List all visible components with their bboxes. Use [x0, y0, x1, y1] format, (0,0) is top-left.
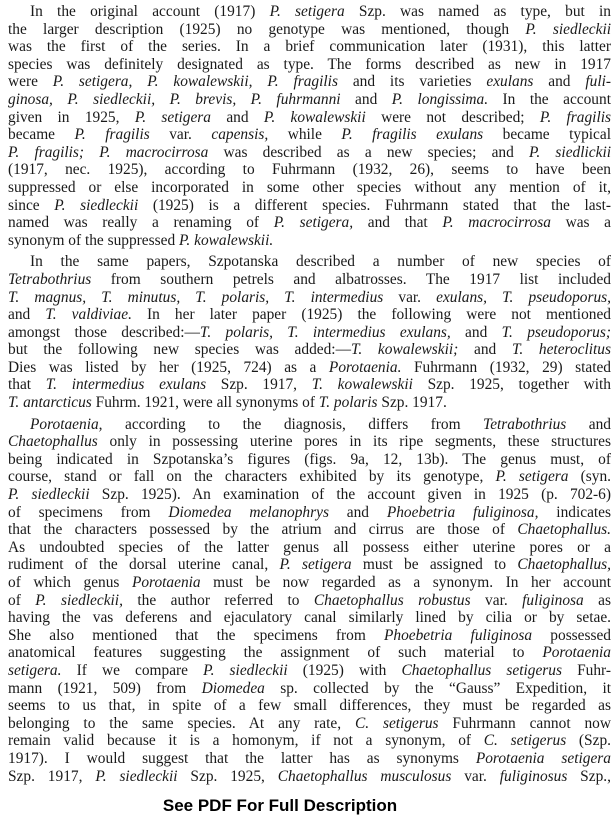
text: suppressed or else incorporated in some other species without any mention of it, — [8, 178, 611, 196]
text: Fuhr- — [561, 661, 611, 679]
italic-text: Porotaenia — [131, 574, 201, 591]
text: As undoubted species of the latter genus all possess either uterine pores or a — [8, 538, 611, 556]
text: (syn. — [568, 468, 612, 486]
text: became typical — [483, 126, 611, 144]
text-line — [8, 232, 611, 250]
italic-text: T. heteroclitus — [511, 341, 611, 359]
text: and — [450, 323, 502, 341]
text: var. — [470, 591, 523, 609]
text: and — [328, 503, 387, 521]
italic-text: Diomedea — [201, 679, 265, 697]
italic-text: P. siedleckii — [525, 20, 611, 38]
italic-text: P. setigera, P. kowalewskii, P. fragilis — [52, 73, 338, 91]
text: Szp. was named as type, but in — [344, 3, 611, 20]
text: and — [566, 415, 611, 433]
paragraph — [8, 3, 611, 249]
italic-text: P. siedleckii — [203, 661, 288, 679]
text-line — [8, 504, 611, 522]
text-line — [8, 433, 611, 451]
text: var. — [149, 126, 212, 144]
text: Szp. 1917, — [206, 376, 312, 394]
italic-text: fuliginosa — [522, 591, 584, 609]
paragraph — [8, 416, 611, 785]
text-line — [8, 161, 611, 179]
text: remain valid because it is a homonym, if not a synonym, of — [8, 732, 484, 750]
italic-text: setigera. — [8, 661, 62, 679]
text: must be now regarded as a synonym. In her account — [200, 574, 611, 591]
italic-text: P. longissima. — [391, 90, 489, 108]
text: (1925) is a different species. Fuhrmann stated that the last- — [138, 196, 611, 214]
text: and its varieties — [337, 73, 487, 91]
italic-text: P. fragilis — [74, 126, 150, 144]
text-line — [8, 341, 611, 359]
italic-text: P. setigera — [269, 3, 345, 20]
text: indicates — [538, 503, 611, 521]
text: She also mentioned that the specimens from — [8, 626, 384, 644]
text: possessed — [532, 626, 612, 644]
text-line — [8, 416, 611, 434]
text: from southern petrels and albatrosses. The 1917 list included — [91, 270, 611, 288]
italic-text: Chaetophallus musculosus — [277, 767, 452, 785]
text: the author referred to — [122, 591, 314, 609]
text: Szp. 1917, — [8, 767, 96, 785]
text-line — [8, 144, 611, 162]
italic-text: P. setigera, — [273, 214, 354, 232]
italic-text: Chaetophallus robustus — [313, 591, 471, 609]
text: and — [458, 341, 512, 359]
text: and — [340, 90, 392, 108]
text-line — [8, 680, 611, 698]
text-line — [8, 271, 611, 289]
text: and — [533, 73, 586, 91]
text: while — [268, 126, 342, 144]
text: Szp., — [567, 767, 611, 785]
text: must be assigned to — [351, 556, 518, 574]
text-line — [8, 253, 611, 271]
text: of specimens from — [8, 503, 169, 521]
italic-text: P. setigera — [134, 108, 211, 126]
text-line — [8, 627, 611, 645]
text: and — [8, 306, 46, 324]
italic-text: P. fragilis — [539, 108, 611, 126]
text: Szp. 1917. — [377, 394, 447, 412]
text-line — [8, 56, 611, 74]
text: 1917). I would suggest that the latter has as synonyms — [8, 749, 476, 767]
text: (1925) with — [287, 661, 402, 679]
text-line — [8, 697, 611, 715]
text: were not described; — [365, 108, 540, 126]
italic-text: T. polaris, T. intermedius exulans, — [199, 323, 451, 341]
italic-text: capensis, — [211, 126, 269, 144]
italic-text: C. setigerus — [483, 732, 567, 750]
text-line — [8, 324, 611, 342]
text-line — [8, 644, 611, 662]
text: anatomical features suggesting the assignment of such material to — [8, 644, 543, 662]
text: In the account — [488, 90, 611, 108]
text: Dies was listed by her (1925, 724) as a — [8, 358, 329, 376]
text: became — [8, 126, 75, 144]
text: Fuhrmann (1932, 29) stated — [401, 358, 612, 376]
text: Szp. 1925, — [177, 767, 278, 785]
italic-text: Chaetophallus setigerus — [401, 661, 562, 679]
text-line — [8, 468, 611, 486]
italic-text: P. siedleckii — [95, 767, 178, 785]
text-line — [8, 556, 611, 574]
text: rudiment of the dorsal uterine canal, — [8, 556, 280, 574]
text-line — [8, 750, 611, 768]
text: being indicated in Szpotanska’s figures (figs. 9a, 12, 13b). The genus must, of — [8, 450, 611, 468]
text: given in 1925, — [8, 108, 135, 126]
text: that the characters possessed by the atrium and cirrus are those of — [8, 521, 518, 539]
text: course, stand or fall on the characters exhibited by its genotype, — [8, 468, 496, 486]
italic-text: Chaetophallus — [8, 433, 98, 451]
text: were — [8, 73, 53, 91]
text: Szp. 1925). An examination of the account given in 1925 (p. 702-6) — [89, 486, 611, 504]
italic-text: P. macrocirrosa — [442, 214, 551, 232]
text: as — [583, 591, 611, 609]
italic-text: P. fragilis exulans — [341, 126, 484, 144]
italic-text: Tetrabothrius — [483, 415, 567, 433]
text-line — [8, 214, 611, 232]
text-line — [8, 126, 611, 144]
italic-text: Porotaenia, — [30, 415, 103, 433]
text-line — [8, 91, 611, 109]
italic-text: T. polaris — [318, 394, 378, 412]
text: was the first of the series. In a brief communication later (1931), this latter — [8, 38, 611, 56]
text: but the following new species was added:— — [8, 341, 351, 359]
italic-text: P. setigera — [495, 468, 569, 486]
italic-text: T. intermedius exulans — [45, 376, 207, 394]
italic-text: Porotaenia. — [328, 358, 402, 376]
italic-text: P. fragilis; P. macrocirrosa — [8, 143, 209, 161]
text: the larger description (1925) no genotype was mentioned, though — [8, 20, 526, 38]
text-line — [8, 486, 611, 504]
text: according to the diagnosis, differs from — [102, 415, 484, 433]
italic-text: exulans — [486, 73, 534, 91]
text-line — [8, 289, 611, 307]
text-line — [8, 715, 611, 733]
text: In the same papers, Szpotanska described a number of new species of — [30, 253, 611, 271]
italic-text: P. siedleckii, — [35, 591, 123, 609]
italic-text: T. magnus, T. minutus, T. polaris, T. intermedius — [8, 288, 384, 306]
text: var. — [383, 288, 437, 306]
text: sp. collected by the “Gauss” Expedition, it — [264, 679, 611, 697]
italic-text: P. kowalewskii — [263, 108, 366, 126]
text: was described as a new species; and — [208, 143, 529, 161]
text-line — [8, 574, 611, 592]
text-line — [8, 768, 611, 786]
italic-text: C. setigerus — [354, 714, 439, 732]
italic-text: P. kowalewskii. — [179, 231, 274, 249]
italic-text: P. siedleckii — [8, 486, 90, 504]
text: named was really a renaming of — [8, 214, 274, 232]
italic-text: Diomedea melanophrys — [168, 503, 329, 521]
italic-text: fuliginosus — [499, 767, 568, 785]
text: was a — [550, 214, 612, 232]
text-line — [8, 21, 611, 39]
document-body — [8, 3, 611, 789]
text: Fuhrmann cannot now — [438, 714, 611, 732]
text-line — [8, 359, 611, 377]
text: and that — [353, 214, 443, 232]
text: of — [8, 591, 36, 609]
italic-text: P. siedlickii — [528, 143, 611, 161]
text: seems to us that, in spite of a few small differences, they must be regarded as — [8, 697, 611, 715]
text: and — [211, 108, 264, 126]
text: only in possessing uterine pores in its ripe segments, these structures — [97, 433, 611, 451]
text-line — [8, 376, 611, 394]
text: (1917, nec. 1925), according to Fuhrmann (1932, 26), seems to have been — [8, 161, 611, 179]
text-line — [8, 197, 611, 215]
text: Fuhrm. 1921, were all synonyms of — [91, 394, 319, 412]
text-line — [8, 662, 611, 680]
italic-text: exulans, T. pseudoporus, — [436, 288, 611, 306]
text-line — [8, 394, 611, 412]
text: In the original account (1917) — [30, 3, 270, 20]
italic-text: P. siedleckii — [54, 196, 139, 214]
text: species was definitely designated as type. The forms described as new in 1917 — [8, 55, 611, 73]
italic-text: T. antarcticus — [8, 394, 92, 412]
italic-text: T. kowalewskii; — [350, 341, 459, 359]
text: since — [8, 196, 55, 214]
italic-text: fuli- — [585, 73, 612, 91]
italic-text: P. setigera — [279, 556, 352, 574]
italic-text: ginosa, P. siedleckii, P. brevis, P. fuhrmanni — [8, 90, 341, 108]
text-line — [8, 539, 611, 557]
text-line — [8, 732, 611, 750]
text: belonging to the same species. At any rate, — [8, 714, 355, 732]
italic-text: Chaetophallus. — [517, 521, 611, 539]
text: mann (1921, 509) from — [8, 679, 202, 697]
text: If we compare — [61, 661, 204, 679]
italic-text: Porotaenia setigera — [475, 749, 611, 767]
text: of which genus — [8, 574, 132, 591]
italic-text: Phoebetria fuliginosa — [383, 626, 533, 644]
text-line — [8, 592, 611, 610]
text: amongst those described:— — [8, 323, 200, 341]
text-line — [8, 306, 611, 324]
text: (Szp. — [566, 732, 611, 750]
text: var. — [451, 767, 500, 785]
italic-text: Chaetophallus, — [517, 556, 611, 574]
italic-text: T. valdiviae. — [45, 306, 132, 324]
paragraph — [8, 253, 611, 411]
see-pdf-notice: See PDF For Full Description — [162, 796, 398, 815]
text-line — [8, 609, 611, 627]
text-line — [8, 521, 611, 539]
text-line — [8, 109, 611, 127]
text-line — [8, 38, 611, 56]
text: synonym of the suppressed — [8, 231, 179, 249]
text-line — [8, 451, 611, 469]
text-line — [8, 3, 611, 21]
text: that — [8, 376, 46, 394]
italic-text: Tetrabothrius — [8, 270, 92, 288]
italic-text: T. pseudoporus; — [501, 323, 611, 341]
text: having the vas deferens and ejaculatory canal similarly lined by cilia or by setae. — [8, 609, 611, 627]
text-line — [8, 73, 611, 91]
text-line — [8, 179, 611, 197]
text: Szp. 1925, together with — [412, 376, 611, 394]
text: In her later paper (1925) the following were not mentioned — [131, 306, 611, 324]
italic-text: Porotaenia — [542, 644, 611, 662]
italic-text: T. kowalewskii — [311, 376, 413, 394]
italic-text: Phoebetria fuliginosa, — [386, 503, 539, 521]
